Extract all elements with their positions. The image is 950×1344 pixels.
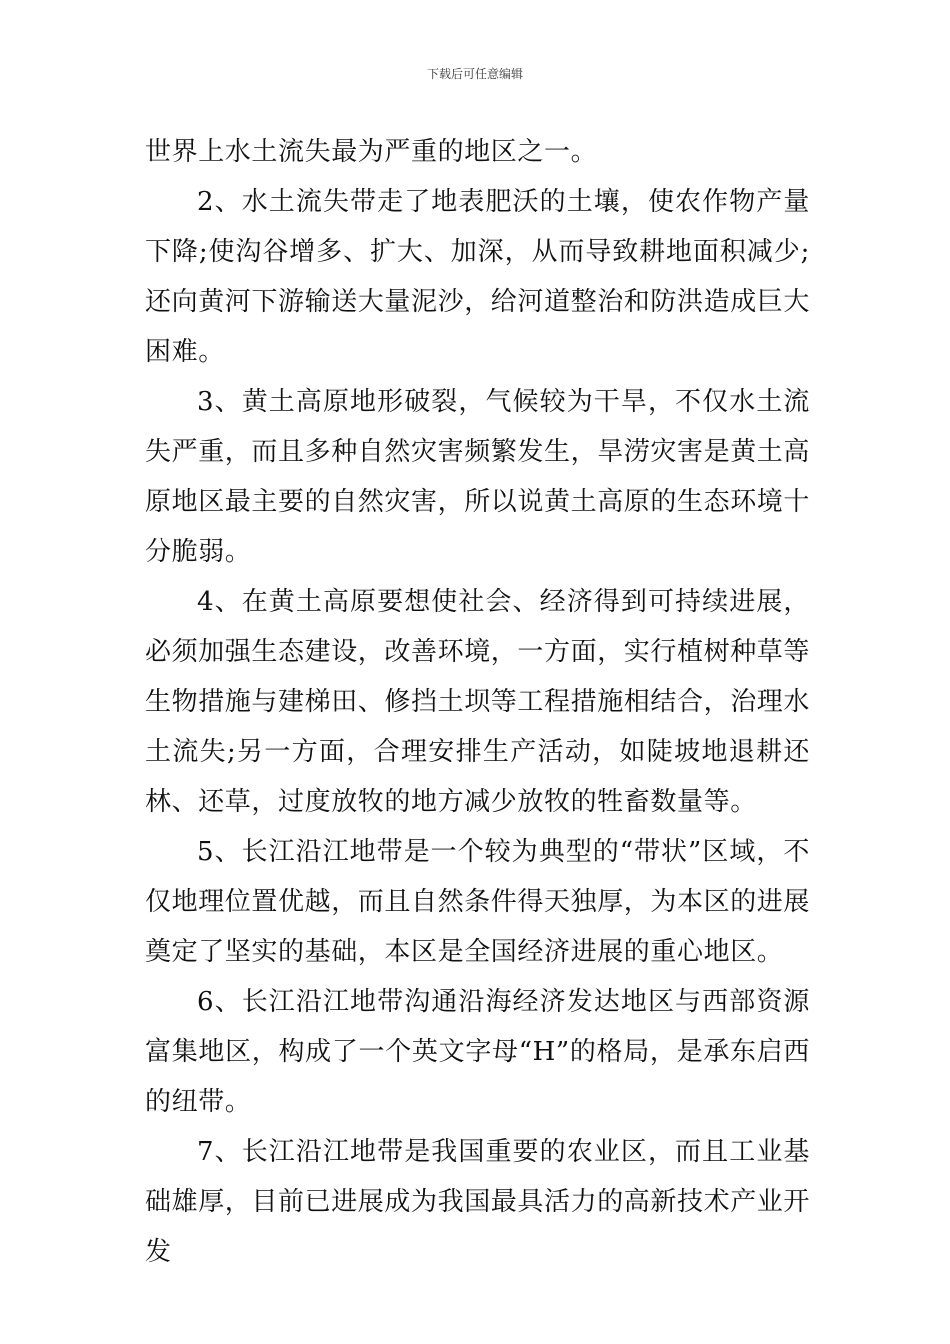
paragraph-1: 世界上水土流失最为严重的地区之一。: [145, 137, 598, 167]
paragraph-2: 2、水土流失带走了地表肥沃的土壤，使农作物产量下降;使沟谷增多、扩大、加深，从而导致耕地面积减少;还向黄河下游输送大量泥沙，给河道整治和防洪造成巨大困难。: [145, 187, 811, 367]
paragraph-5: 5、长江沿江地带是一个较为典型的“带状”区域，不仅地理位置优越，而且自然条件得天独厚，为本区的进展奠定了坚实的基础，本区是全国经济进展的重心地区。: [145, 837, 811, 967]
paragraph-6: 6、长江沿江地带沟通沿海经济发达地区与西部资源富集地区，构成了一个英文字母“H”的格局，是承东启西的纽带。: [145, 987, 810, 1117]
page-header: 下载后可任意编辑: [426, 67, 523, 81]
paragraph-7: 7、长江沿江地带是我国重要的农业区，而且工业基础雄厚，目前已进展成为我国最具活力的高新技术产业开发: [145, 1137, 811, 1267]
paragraph-3: 3、黄土高原地形破裂，气候较为干旱，不仅水土流失严重，而且多种自然灾害频繁发生，旱涝灾害是黄土高原地区最主要的自然灾害，所以说黄土高原的生态环境十分脆弱。: [145, 387, 811, 567]
document-body: [145, 127, 810, 1277]
paragraph-4: 4、在黄土高原要想使社会、经济得到可持续进展，必须加强生态建设，改善环境，一方面，实行植树种草等生物措施与建梯田、修挡土坝等工程措施相结合，治理水土流失;另一方面，合理安排生产活动，如陡坡地退耕还林、还草，过度放牧的地方减少放牧的牲畜数量等。: [145, 587, 811, 817]
